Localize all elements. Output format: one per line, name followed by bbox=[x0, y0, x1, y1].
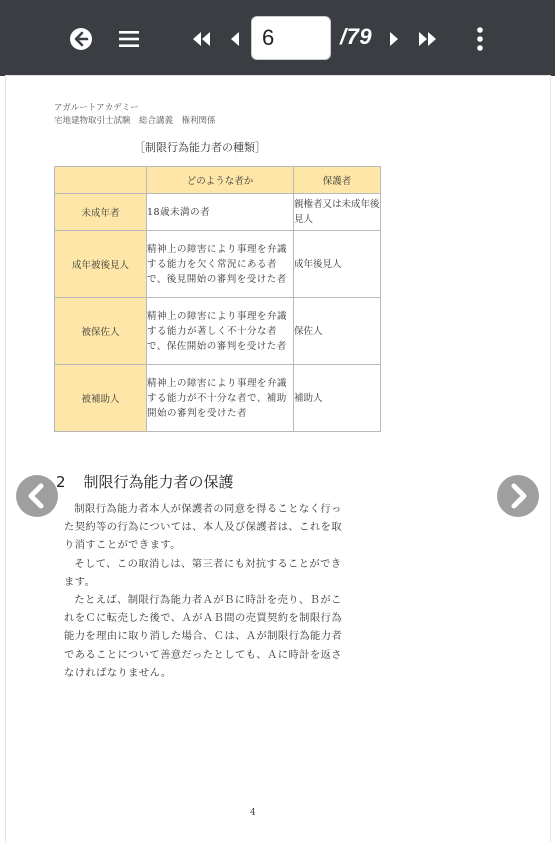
table-row bbox=[55, 298, 381, 365]
row-description: 18歳未満の者 bbox=[147, 194, 294, 231]
paragraph: 制限行為能力者本人が保護者の同意を得ることなく行った契約等の行為については、本人及び保護者は、これを取り消すことができます。 bbox=[64, 503, 342, 552]
first-page-icon[interactable] bbox=[190, 30, 212, 48]
row-type-minor: 未成年者 bbox=[55, 194, 147, 231]
column-header-description: どのような者か bbox=[147, 167, 294, 194]
more-vertical-icon[interactable] bbox=[475, 26, 485, 52]
row-type-person-under-assistance: 被補助人 bbox=[55, 365, 147, 432]
section-title: 制限行為能力者の保護 bbox=[83, 473, 234, 491]
page-total-label: /79 bbox=[340, 24, 373, 49]
row-guardian: 補助人 bbox=[294, 365, 381, 432]
prev-page-icon[interactable] bbox=[229, 30, 241, 48]
table-header-row bbox=[55, 167, 381, 194]
viewer-toolbar bbox=[0, 0, 555, 76]
section-number: 2 bbox=[56, 473, 66, 491]
header-publisher: アガルートアカデミー bbox=[54, 103, 139, 113]
column-header-guardian: 保護者 bbox=[294, 167, 381, 194]
row-guardian: 親権者又は未成年後見人 bbox=[294, 194, 381, 231]
section-body bbox=[64, 500, 346, 682]
table-row bbox=[55, 194, 381, 231]
back-circle-icon[interactable] bbox=[69, 27, 93, 51]
header-course: 宅地建物取引士試験 総合講義 権利関係 bbox=[54, 116, 216, 126]
row-description: 精神上の障害により事理を弁識する能力が不十分な者で、補助開始の審判を受けた者 bbox=[147, 365, 294, 432]
previous-page-button[interactable] bbox=[16, 475, 58, 517]
chevron-left-icon bbox=[16, 475, 58, 517]
table-title: ［制限行為能力者の種類］ bbox=[134, 141, 266, 154]
row-type-person-under-curatorship: 被保佐人 bbox=[55, 298, 147, 365]
document-header bbox=[54, 102, 216, 128]
next-page-icon[interactable] bbox=[388, 30, 400, 48]
table-row bbox=[55, 365, 381, 432]
paragraph: たとえば、制限行為能力者ＡがＢに時計を売り、ＢがこれをＣに転売した後で、ＡがＡＢ間の売買契約を制限行為能力を理由に取り消した場合、Ｃは、Ａが制限行為能力者であることについて善意だったとしても、Ａに時計を返さなければなりません。 bbox=[64, 594, 343, 679]
next-page-button[interactable] bbox=[497, 475, 539, 517]
row-guardian: 保佐人 bbox=[294, 298, 381, 365]
section-heading bbox=[56, 471, 234, 492]
paragraph: そして、この取消しは、第三者にも対抗することができます。 bbox=[64, 557, 342, 588]
page-number-input[interactable] bbox=[251, 16, 331, 60]
chevron-right-icon bbox=[497, 475, 539, 517]
row-description: 精神上の障害により事理を弁識する能力を欠く常況にある者で、後見開始の審判を受けた者 bbox=[147, 231, 294, 298]
hamburger-menu-icon[interactable] bbox=[118, 28, 140, 50]
table-row bbox=[55, 231, 381, 298]
row-description: 精神上の障害により事理を弁識する能力が著しく不十分な者で、保佐開始の審判を受けた者 bbox=[147, 298, 294, 365]
table-corner-cell bbox=[55, 167, 147, 194]
row-type-adult-ward: 成年被後見人 bbox=[55, 231, 147, 298]
capacity-types-table bbox=[54, 166, 381, 432]
last-page-icon[interactable] bbox=[417, 30, 439, 48]
page-footer-number: 4 bbox=[250, 808, 256, 818]
row-guardian: 成年後見人 bbox=[294, 231, 381, 298]
